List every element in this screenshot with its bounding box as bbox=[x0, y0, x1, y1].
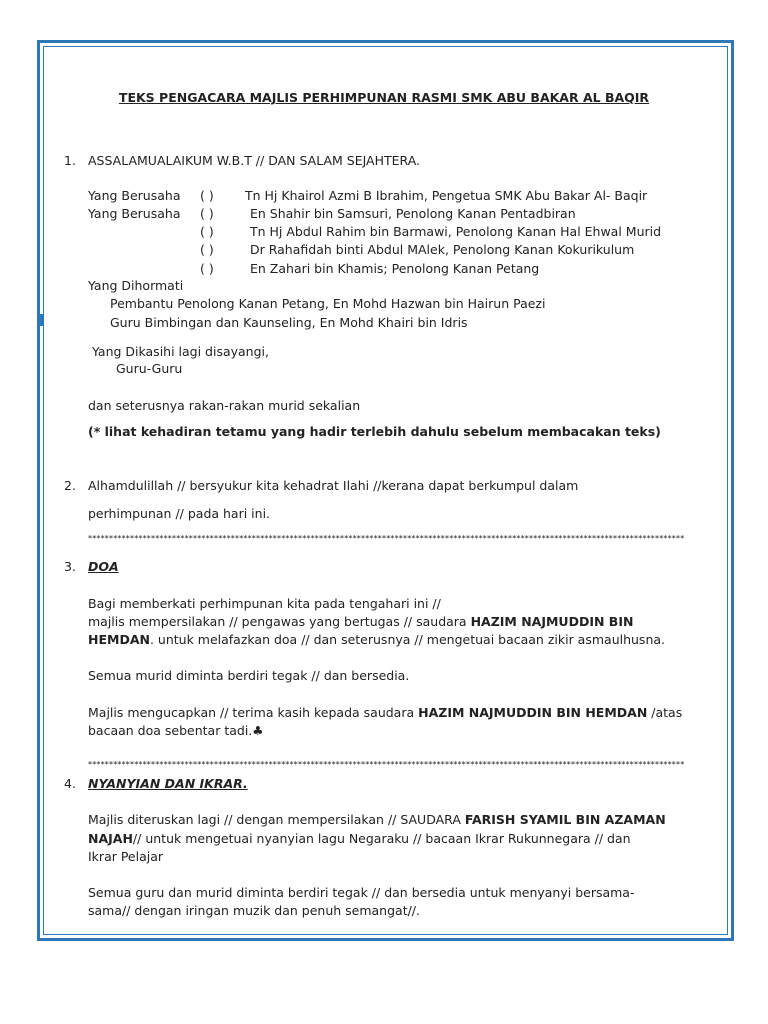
separator-2: ********************************************************************************************************************************************** bbox=[88, 760, 685, 769]
honorific-prefix-2: Yang Berusaha bbox=[88, 206, 181, 221]
section-3-number: 3. bbox=[64, 559, 76, 574]
section-2-line-1: Alhamdulillah // bersyukur kita kehadrat Ilahi //kerana dapat berkumpul dalam bbox=[88, 478, 579, 493]
nyanyian-line-1: Semua guru dan murid diminta berdiri tegak // dan bersedia untuk menyanyi bersama- bbox=[88, 885, 635, 900]
doa-line-2-text: majlis mempersilakan // pengawas yang bertugas // saudara bbox=[88, 614, 471, 629]
dihormati-1: Pembantu Penolong Kanan Petang, En Mohd Hazwan bin Hairun Paezi bbox=[110, 296, 546, 311]
ikrar-leader-name-end: NAJAH bbox=[88, 831, 133, 846]
honorific-bracket-5: ( ) bbox=[200, 261, 214, 276]
ikrar-line-1 bbox=[88, 812, 666, 828]
rakan-murid: dan seterusnya rakan-rakan murid sekalian bbox=[88, 398, 361, 413]
honorific-text-4: Dr Rahafidah binti Abdul MAlek, Penolong Kanan Kokurikulum bbox=[250, 242, 635, 257]
section-1-number: 1. bbox=[64, 153, 76, 168]
doa-thanks-line-2: bacaan doa sebentar tadi.♣ bbox=[88, 723, 264, 738]
ikrar-line-2-text: // untuk mengetuai nyanyian lagu Negaraku // bacaan Ikrar Rukunnegara // dan bbox=[132, 831, 631, 846]
ikrar-line-2 bbox=[88, 831, 631, 847]
doa-stand-instruction: Semua murid diminta berdiri tegak // dan bersedia. bbox=[88, 668, 410, 683]
document-title: TEKS PENGACARA MAJLIS PERHIMPUNAN RASMI SMK ABU BAKAR AL BAQIR bbox=[118, 90, 650, 105]
honorific-bracket-1: ( ) bbox=[200, 188, 214, 203]
ikrar-line-1-text: Majlis diteruskan lagi // dengan mempersilakan // SAUDARA bbox=[88, 812, 465, 827]
ikrar-leader-name: FARISH SYAMIL BIN AZAMAN bbox=[464, 812, 666, 827]
doa-line-2 bbox=[88, 614, 633, 630]
honorific-text-3: Tn Hj Abdul Rahim bin Barmawi, Penolong Kanan Hal Ehwal Murid bbox=[250, 224, 662, 239]
dihormati-2: Guru Bimbingan dan Kaunseling, En Mohd Khairi bin Idris bbox=[110, 315, 468, 330]
doa-line-3 bbox=[88, 632, 665, 648]
section-2-number: 2. bbox=[64, 478, 76, 493]
doa-thanks-name: HAZIM NAJMUDDIN BIN HEMDAN bbox=[418, 705, 648, 720]
doa-thanks-text: Majlis mengucapkan // terima kasih kepada saudara bbox=[88, 705, 419, 720]
honorific-text-1: Tn Hj Khairol Azmi B Ibrahim, Pengetua SMK Abu Bakar Al- Baqir bbox=[245, 188, 648, 203]
doa-line-3-text: . untuk melafazkan doa // dan seterusnya // mengetuai bacaan zikir asmaulhusna. bbox=[149, 632, 665, 647]
honorific-bracket-2: ( ) bbox=[200, 206, 214, 221]
nyanyian-line-2: sama// dengan iringan muzik dan penuh semangat//. bbox=[88, 903, 420, 918]
honorific-prefix-1: Yang Berusaha bbox=[88, 188, 181, 203]
dikasihi-guru: Guru-Guru bbox=[116, 361, 183, 376]
section-4-number: 4. bbox=[64, 776, 76, 791]
honorific-bracket-3: ( ) bbox=[200, 224, 214, 239]
honorific-text-2: En Shahir bin Samsuri, Penolong Kanan Pentadbiran bbox=[250, 206, 576, 221]
section-2-line-2: perhimpunan // pada hari ini. bbox=[88, 506, 271, 521]
border-marker bbox=[40, 314, 44, 326]
honorific-text-5: En Zahari bin Khamis; Penolong Kanan Petang bbox=[250, 261, 540, 276]
doa-reader-name-end: HEMDAN bbox=[88, 632, 150, 647]
section-3-heading: DOA bbox=[88, 559, 119, 574]
greeting: ASSALAMUALAIKUM W.B.T // DAN SALAM SEJAHTERA. bbox=[88, 153, 421, 168]
doa-line-1: Bagi memberkati perhimpunan kita pada tengahari ini // bbox=[88, 596, 441, 611]
doa-reader-name: HAZIM NAJMUDDIN BIN bbox=[470, 614, 634, 629]
ikrar-line-3: Ikrar Pelajar bbox=[88, 849, 164, 864]
dihormati-label: Yang Dihormati bbox=[88, 278, 184, 293]
honorific-bracket-4: ( ) bbox=[200, 242, 214, 257]
separator-1: ********************************************************************************************************************************************** bbox=[88, 534, 685, 543]
section-4-heading: NYANYIAN DAN IKRAR. bbox=[88, 776, 248, 791]
doa-thanks-end: /atas bbox=[647, 705, 683, 720]
doa-thanks-line-1 bbox=[88, 705, 682, 721]
dikasihi-label: Yang Dikasihi lagi disayangi, bbox=[92, 344, 269, 359]
kehadiran-note: (* lihat kehadiran tetamu yang hadir terlebih dahulu sebelum membacakan teks) bbox=[88, 424, 661, 439]
